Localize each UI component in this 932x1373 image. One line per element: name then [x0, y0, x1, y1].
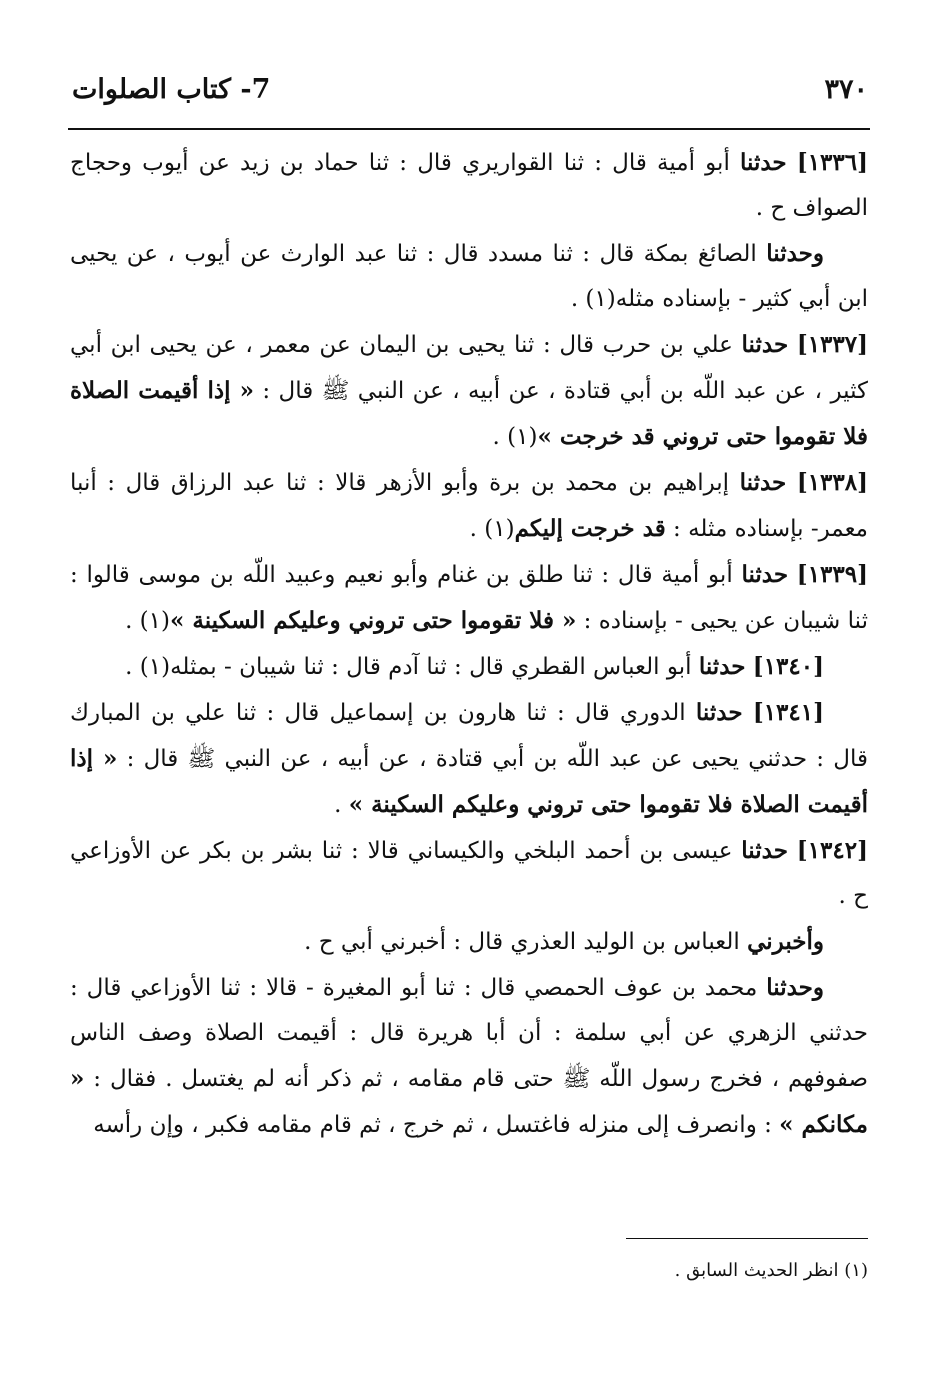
hadith-matn: « مكانكم » [70, 1065, 868, 1138]
footnote-ref: (١) . [492, 424, 538, 450]
header-divider [68, 128, 870, 130]
hadith-1338 [70, 460, 868, 552]
hadith-1342-chain-3 [70, 965, 868, 1148]
hadith-1342-chain-2 [70, 919, 868, 965]
hadith-matn: قد خرجت إليكم [514, 515, 666, 542]
narration-keyword: وأخبرني [747, 928, 824, 955]
hadith-number: [١٣٣٩] [796, 561, 868, 588]
footnote-ref: (١) . [469, 516, 515, 542]
chapter-title: 7- كتاب الصلوات [72, 74, 271, 105]
footnote-ref: (١) . [125, 608, 171, 634]
hadith-number: [١٣٤٠] [752, 653, 824, 680]
narration-keyword: وحدثنا [766, 974, 824, 1001]
hadith-matn: « إذا أقيمت الصلاة فلا تقوموا حتى تروني وعليكم السكينة » [70, 745, 868, 818]
narration-keyword: حدثنا [739, 469, 787, 496]
hadith-text: أبو أمية قال : ثنا طلق بن غنام وأبو نعيم وعبيد اللّه بن موسى قالوا : ثنا شيبان عن يحيى - بإسناده : [70, 562, 868, 634]
footnote-divider [626, 1238, 868, 1239]
page-header [72, 70, 868, 114]
hadith-number: [١٣٣٧] [796, 331, 869, 358]
hadith-text: أبو أمية قال : ثنا القواريري قال : ثنا حماد بن زيد عن أيوب وحجاج الصواف ح . [70, 150, 868, 221]
hadith-number: [١٣٤١] [752, 699, 825, 726]
hadith-text: عيسى بن أحمد البلخي والكيساني قالا : ثنا بشر بن بكر عن الأوزاعي ح . [70, 838, 868, 909]
hadith-matn: « إذا أقيمت الصلاة فلا تقوموا حتى تروني قد خرجت » [70, 377, 868, 450]
hadith-text: العباس بن الوليد العذري قال : أخبرني أبي ح . [304, 929, 748, 955]
hadith-text: إبراهيم بن محمد بن برة وأبو الأزهر قالا : ثنا عبد الرزاق قال : أنبا معمر- بإسناده مثله : [70, 470, 868, 542]
hadith-text: الصائغ بمكة قال : ثنا مسدد قال : ثنا عبد الوارث عن أيوب ، عن يحيى ابن أبي كثير - بإسناده مثله(١) . [70, 241, 868, 312]
narration-keyword: وحدثنا [766, 240, 824, 267]
narration-keyword: حدثنا [695, 699, 743, 726]
hadith-1337 [70, 322, 868, 460]
hadith-1341 [70, 690, 868, 828]
footnote: (١) انظر الحديث السابق . [674, 1260, 868, 1281]
hadith-1340 [70, 644, 868, 690]
page-number: ٣٧٠ [824, 74, 868, 105]
hadith-tail: . [334, 792, 349, 818]
narration-keyword: حدثنا [740, 149, 787, 176]
hadith-1336-chain-2 [70, 231, 868, 322]
narration-keyword: حدثنا [741, 331, 789, 358]
hadith-matn: « فلا تقوموا حتى تروني وعليكم السكينة » [170, 607, 577, 634]
hadith-text: محمد بن عوف الحمصي قال : ثنا أبو المغيرة - قالا : ثنا الأوزاعي قال : حدثني الزهري عن أبي سلمة : أن أبا هريرة قال : أقيمت الصلاة وصف الناس صفوفهم ، فخرج رسول اللّه ﷺ حتى قام مقامه ، ثم ذكر أنه لم يغتسل . فقال : [70, 975, 868, 1092]
hadith-1342 [70, 828, 868, 919]
hadith-text-continued: : وانصرف إلى منزله فاغتسل ، ثم خرج ، ثم قام مقامه فكبر ، وإن رأسه [93, 1112, 780, 1138]
hadith-text-body [70, 140, 868, 1148]
hadith-number: [١٣٣٦] [796, 149, 869, 176]
hadith-1339 [70, 552, 868, 644]
narration-keyword: حدثنا [698, 653, 746, 680]
hadith-number: [١٣٣٨] [796, 469, 869, 496]
narration-keyword: حدثنا [741, 837, 788, 864]
narration-keyword: حدثنا [741, 561, 789, 588]
hadith-text: الدوري قال : ثنا هارون بن إسماعيل قال : ثنا علي بن المبارك قال : حدثني يحيى عن عبد اللّه بن أبي قتادة ، عن أبيه ، عن النبي ﷺ قال : [70, 700, 868, 772]
hadith-text: علي بن حرب قال : ثنا يحيى بن اليمان عن معمر ، عن يحيى ابن أبي كثير ، عن عبد اللّه بن أبي قتادة ، عن أبيه ، عن النبي ﷺ قال : [70, 332, 868, 404]
hadith-1336 [70, 140, 868, 231]
hadith-text: أبو العباس القطري قال : ثنا آدم قال : ثنا شيبان - بمثله(١) . [125, 654, 699, 680]
hadith-number: [١٣٤٢] [796, 837, 868, 864]
